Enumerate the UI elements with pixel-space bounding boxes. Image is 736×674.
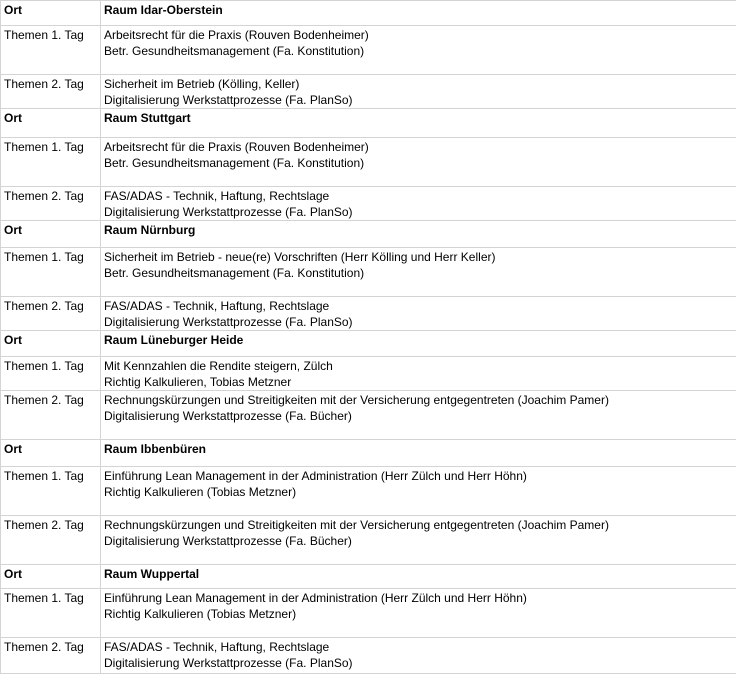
topic-line: Einführung Lean Management in der Administration (Herr Zülch und Herr Höhn) bbox=[104, 590, 733, 606]
location-name-cell: Raum Wuppertal bbox=[101, 565, 736, 589]
topics-cell bbox=[101, 516, 736, 565]
topics-cell bbox=[101, 589, 736, 638]
day-label-cell: Themen 2. Tag bbox=[1, 638, 101, 674]
day-label-cell: Themen 1. Tag bbox=[1, 26, 101, 75]
location-label-cell: Ort bbox=[1, 565, 101, 589]
topic-line: Rechnungskürzungen und Streitigkeiten mit der Versicherung entgegentreten (Joachim Pamer) bbox=[104, 392, 733, 408]
topic-line: Betr. Gesundheitsmanagement (Fa. Konstitution) bbox=[104, 265, 733, 281]
topic-line: Arbeitsrecht für die Praxis (Rouven Bodenheimer) bbox=[104, 27, 733, 43]
topics-cell bbox=[101, 467, 736, 516]
topics-cell bbox=[101, 75, 736, 109]
topic-line: FAS/ADAS - Technik, Haftung, Rechtslage bbox=[104, 188, 733, 204]
topics-cell bbox=[101, 638, 736, 674]
topic-line: Digitalisierung Werkstattprozesse (Fa. PlanSo) bbox=[104, 314, 733, 330]
topic-line: Digitalisierung Werkstattprozesse (Fa. PlanSo) bbox=[104, 655, 733, 671]
topic-line: Richtig Kalkulieren, Tobias Metzner bbox=[104, 374, 733, 390]
location-label-cell: Ort bbox=[1, 1, 101, 26]
topic-line: Sicherheit im Betrieb (Kölling, Keller) bbox=[104, 76, 733, 92]
location-row bbox=[1, 1, 736, 26]
topics-cell bbox=[101, 391, 736, 440]
topic-row bbox=[1, 75, 736, 109]
topic-row bbox=[1, 138, 736, 187]
topics-cell bbox=[101, 26, 736, 75]
topics-cell bbox=[101, 357, 736, 391]
topics-cell bbox=[101, 297, 736, 331]
topic-line: Richtig Kalkulieren (Tobias Metzner) bbox=[104, 484, 733, 500]
day-label-cell: Themen 1. Tag bbox=[1, 467, 101, 516]
topic-row bbox=[1, 589, 736, 638]
location-row bbox=[1, 221, 736, 248]
topic-row bbox=[1, 638, 736, 674]
schedule-table-body bbox=[1, 1, 736, 674]
topic-line: Rechnungskürzungen und Streitigkeiten mit der Versicherung entgegentreten (Joachim Pamer) bbox=[104, 517, 733, 533]
location-label-cell: Ort bbox=[1, 221, 101, 248]
topic-row bbox=[1, 297, 736, 331]
location-name-cell: Raum Ibbenbüren bbox=[101, 440, 736, 467]
topic-line: FAS/ADAS - Technik, Haftung, Rechtslage bbox=[104, 298, 733, 314]
day-label-cell: Themen 2. Tag bbox=[1, 516, 101, 565]
topic-line: Digitalisierung Werkstattprozesse (Fa. Bücher) bbox=[104, 408, 733, 424]
location-label-cell: Ort bbox=[1, 109, 101, 138]
location-row bbox=[1, 109, 736, 138]
day-label-cell: Themen 2. Tag bbox=[1, 75, 101, 109]
topic-row bbox=[1, 26, 736, 75]
topics-cell bbox=[101, 138, 736, 187]
day-label-cell: Themen 1. Tag bbox=[1, 357, 101, 391]
topic-line: Digitalisierung Werkstattprozesse (Fa. Bücher) bbox=[104, 533, 733, 549]
location-row bbox=[1, 440, 736, 467]
topic-row bbox=[1, 357, 736, 391]
topic-row bbox=[1, 391, 736, 440]
topics-cell bbox=[101, 248, 736, 297]
topic-line: Betr. Gesundheitsmanagement (Fa. Konstitution) bbox=[104, 155, 733, 171]
day-label-cell: Themen 2. Tag bbox=[1, 187, 101, 221]
topic-line: Digitalisierung Werkstattprozesse (Fa. PlanSo) bbox=[104, 92, 733, 108]
topics-cell bbox=[101, 187, 736, 221]
location-name-cell: Raum Stuttgart bbox=[101, 109, 736, 138]
location-row bbox=[1, 565, 736, 589]
topic-line: FAS/ADAS - Technik, Haftung, Rechtslage bbox=[104, 639, 733, 655]
location-row bbox=[1, 331, 736, 357]
day-label-cell: Themen 1. Tag bbox=[1, 248, 101, 297]
location-label-cell: Ort bbox=[1, 331, 101, 357]
topic-line: Betr. Gesundheitsmanagement (Fa. Konstitution) bbox=[104, 43, 733, 59]
topic-row bbox=[1, 467, 736, 516]
day-label-cell: Themen 1. Tag bbox=[1, 138, 101, 187]
topic-row bbox=[1, 248, 736, 297]
location-label-cell: Ort bbox=[1, 440, 101, 467]
location-name-cell: Raum Nürnburg bbox=[101, 221, 736, 248]
topic-line: Richtig Kalkulieren (Tobias Metzner) bbox=[104, 606, 733, 622]
topic-line: Arbeitsrecht für die Praxis (Rouven Bodenheimer) bbox=[104, 139, 733, 155]
day-label-cell: Themen 2. Tag bbox=[1, 297, 101, 331]
topic-line: Einführung Lean Management in der Administration (Herr Zülch und Herr Höhn) bbox=[104, 468, 733, 484]
day-label-cell: Themen 1. Tag bbox=[1, 589, 101, 638]
location-name-cell: Raum Idar-Oberstein bbox=[101, 1, 736, 26]
location-name-cell: Raum Lüneburger Heide bbox=[101, 331, 736, 357]
topic-line: Digitalisierung Werkstattprozesse (Fa. PlanSo) bbox=[104, 204, 733, 220]
topic-line: Mit Kennzahlen die Rendite steigern, Zülch bbox=[104, 358, 733, 374]
topic-row bbox=[1, 516, 736, 565]
topic-line: Sicherheit im Betrieb - neue(re) Vorschriften (Herr Kölling und Herr Keller) bbox=[104, 249, 733, 265]
topic-row bbox=[1, 187, 736, 221]
day-label-cell: Themen 2. Tag bbox=[1, 391, 101, 440]
